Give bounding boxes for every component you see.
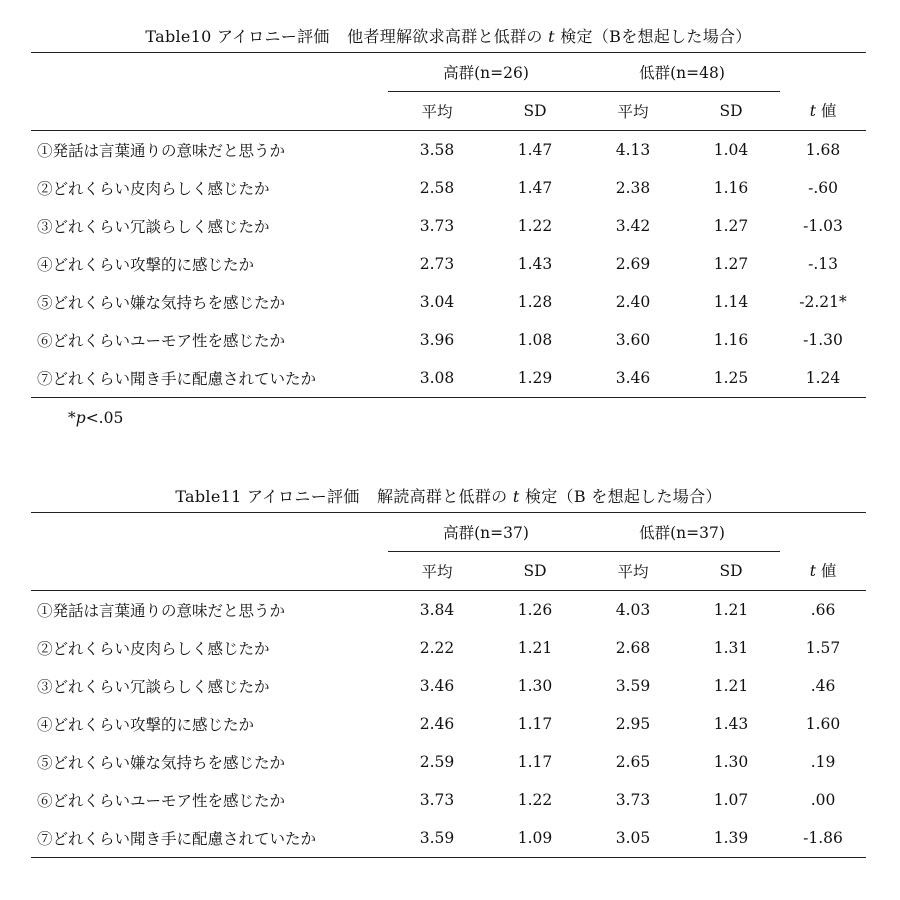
row-item: ②どれくらい皮肉らしく感じたか	[37, 180, 270, 198]
table11-sub-header-row	[31, 552, 866, 591]
table10-t-header	[780, 53, 866, 131]
high-sd: 1.28	[517, 293, 553, 311]
high-sd: 1.47	[517, 179, 553, 197]
table10-caption-main: 他者理解欲求高群と低群の	[347, 27, 543, 46]
table11-t-symbol: t	[809, 562, 816, 580]
table10-significance-note	[68, 406, 866, 430]
table11-t-label: 値	[820, 562, 837, 580]
low-mean: 3.60	[615, 331, 651, 349]
high-sd: 1.22	[517, 791, 553, 809]
t-value: .00	[810, 791, 836, 809]
high-mean: 3.84	[419, 601, 455, 619]
note-threshold: <.05	[85, 409, 124, 427]
row-item: ⑤どれくらい嫌な気持ちを感じたか	[37, 754, 286, 772]
low-sd: 1.04	[713, 141, 749, 159]
low-sd: 1.21	[713, 601, 749, 619]
high-sd: 1.08	[517, 331, 553, 349]
high-mean: 3.96	[419, 331, 455, 349]
table11-high-sd-header: SD	[486, 552, 584, 591]
low-mean: 3.05	[584, 819, 682, 858]
table10-block	[31, 22, 866, 430]
high-mean: 2.22	[419, 639, 455, 657]
table10-group-header-row	[31, 53, 866, 92]
table10	[31, 52, 866, 398]
low-sd: 1.30	[713, 753, 749, 771]
table11-blank-subheader	[31, 552, 388, 591]
table-row	[31, 283, 866, 321]
high-sd: 1.29	[486, 359, 584, 398]
row-item: ①発話は言葉通りの意味だと思うか	[37, 142, 286, 160]
high-mean: 3.59	[388, 819, 486, 858]
high-sd: 1.26	[517, 601, 553, 619]
table-row	[31, 667, 866, 705]
high-sd: 1.47	[517, 141, 553, 159]
low-mean: 2.38	[615, 179, 651, 197]
low-mean: 3.73	[615, 791, 651, 809]
table11-low-sd-header: SD	[682, 552, 780, 591]
low-mean: 3.46	[584, 359, 682, 398]
table-row	[31, 781, 866, 819]
low-sd: 1.39	[682, 819, 780, 858]
table10-sub-header-row	[31, 92, 866, 131]
table11-low-mean-header: 平均	[584, 552, 682, 591]
high-mean: 2.46	[419, 715, 455, 733]
high-sd: 1.22	[517, 217, 553, 235]
table11-blank-header	[31, 513, 388, 552]
low-sd: 1.16	[713, 179, 749, 197]
high-sd: 1.21	[517, 639, 553, 657]
note-p: p	[75, 409, 86, 427]
table11-t-header	[780, 513, 866, 591]
row-item: ⑦どれくらい聞き手に配慮されていたか	[31, 359, 388, 398]
low-mean: 4.13	[615, 141, 651, 159]
t-value: -1.03	[803, 217, 843, 235]
row-item: ⑤どれくらい嫌な気持ちを感じたか	[37, 294, 286, 312]
low-mean: 2.95	[615, 715, 651, 733]
low-mean: 3.59	[615, 677, 651, 695]
low-sd: 1.31	[713, 639, 749, 657]
high-mean: 2.58	[419, 179, 455, 197]
row-item: ⑦どれくらい聞き手に配慮されていたか	[31, 819, 388, 858]
low-mean: 2.68	[615, 639, 651, 657]
low-sd: 1.27	[713, 255, 749, 273]
table10-blank-subheader	[31, 92, 388, 131]
low-sd: 1.27	[713, 217, 749, 235]
row-item: ④どれくらい攻撃的に感じたか	[37, 716, 255, 734]
table10-blank-header	[31, 53, 388, 92]
row-item: ③どれくらい冗談らしく感じたか	[37, 218, 270, 236]
table11-block	[31, 482, 866, 858]
high-sd: 1.17	[517, 715, 553, 733]
table10-group-high: 高群(n=26)	[388, 53, 584, 92]
low-sd: 1.21	[713, 677, 749, 695]
table11-caption-prefix: Table11 アイロニー評価	[175, 487, 360, 506]
table-row	[31, 131, 866, 170]
high-mean: 3.08	[388, 359, 486, 398]
table-row	[31, 629, 866, 667]
low-mean: 2.40	[615, 293, 651, 311]
row-item: ⑥どれくらいユーモア性を感じたか	[37, 792, 286, 810]
table10-caption	[31, 22, 866, 52]
table11-group-header-row	[31, 513, 866, 552]
table11-caption-main: 解読高群と低群の	[377, 487, 508, 506]
high-sd: 1.43	[517, 255, 553, 273]
table10-high-sd-header: SD	[486, 92, 584, 131]
high-mean: 3.73	[419, 217, 455, 235]
low-mean: 3.42	[615, 217, 651, 235]
high-mean: 2.59	[419, 753, 455, 771]
table-row	[31, 207, 866, 245]
table10-group-low: 低群(n=48)	[584, 53, 780, 92]
low-sd: 1.43	[713, 715, 749, 733]
table-row	[31, 819, 866, 858]
table10-t-symbol: t	[809, 102, 816, 120]
table-row	[31, 321, 866, 359]
high-sd: 1.09	[486, 819, 584, 858]
high-mean: 3.46	[419, 677, 455, 695]
row-item: ③どれくらい冗談らしく感じたか	[37, 678, 270, 696]
row-item: ②どれくらい皮肉らしく感じたか	[37, 640, 270, 658]
low-sd: 1.25	[682, 359, 780, 398]
table10-caption-suffix: 検定（Bを想起した場合）	[560, 27, 752, 46]
t-value: 1.57	[805, 639, 841, 657]
table-row	[31, 245, 866, 283]
t-value: -1.86	[780, 819, 866, 858]
table10-t-label: 値	[820, 102, 837, 120]
t-value: -2.21*	[799, 293, 847, 311]
table10-high-mean-header: 平均	[388, 92, 486, 131]
table10-caption-prefix: Table10 アイロニー評価	[145, 27, 330, 46]
table-row	[31, 591, 866, 630]
low-mean: 2.65	[615, 753, 651, 771]
row-item: ①発話は言葉通りの意味だと思うか	[37, 602, 286, 620]
t-value: 1.24	[780, 359, 866, 398]
t-value: 1.60	[805, 715, 841, 733]
high-sd: 1.30	[517, 677, 553, 695]
high-mean: 3.58	[419, 141, 455, 159]
table10-caption-t: t	[548, 27, 555, 46]
high-mean: 3.04	[419, 293, 455, 311]
row-item: ⑥どれくらいユーモア性を感じたか	[37, 332, 286, 350]
low-mean: 2.69	[615, 255, 651, 273]
table-row	[31, 359, 866, 398]
table11-caption	[31, 482, 866, 512]
table-row	[31, 169, 866, 207]
low-sd: 1.14	[713, 293, 749, 311]
table11	[31, 512, 866, 858]
t-value: .46	[810, 677, 836, 695]
table11-group-high: 高群(n=37)	[388, 513, 584, 552]
t-value: .66	[810, 601, 836, 619]
t-value: .19	[810, 753, 836, 771]
table-row	[31, 705, 866, 743]
low-sd: 1.07	[713, 791, 749, 809]
high-mean: 2.73	[419, 255, 455, 273]
t-value: -.13	[808, 255, 838, 273]
table10-low-mean-header: 平均	[584, 92, 682, 131]
note-star: *	[68, 409, 76, 427]
table11-caption-t: t	[512, 487, 520, 506]
table11-caption-suffix: 検定（B を想起した場合）	[524, 487, 722, 506]
low-mean: 4.03	[615, 601, 651, 619]
table11-group-low: 低群(n=37)	[584, 513, 780, 552]
t-value: -.60	[808, 179, 838, 197]
low-sd: 1.16	[713, 331, 749, 349]
high-sd: 1.17	[517, 753, 553, 771]
high-mean: 3.73	[419, 791, 455, 809]
row-item: ④どれくらい攻撃的に感じたか	[37, 256, 255, 274]
t-value: -1.30	[803, 331, 843, 349]
table11-high-mean-header: 平均	[388, 552, 486, 591]
t-value: 1.68	[805, 141, 841, 159]
table10-low-sd-header: SD	[682, 92, 780, 131]
table-row	[31, 743, 866, 781]
